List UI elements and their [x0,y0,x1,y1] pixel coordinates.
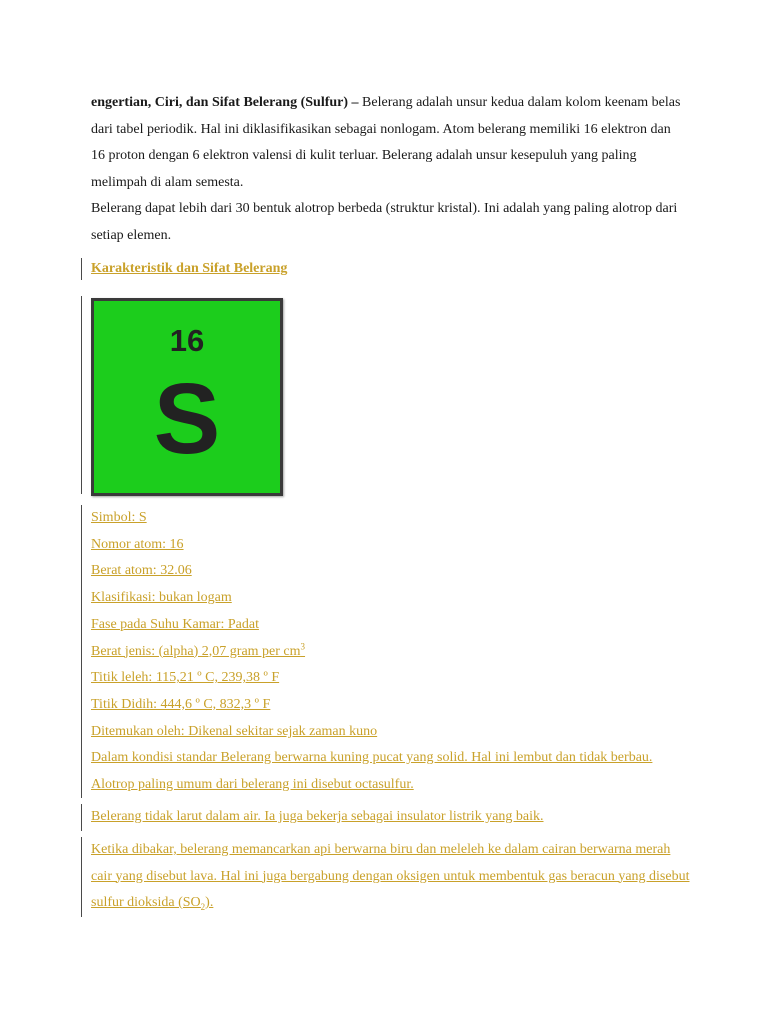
fact-melting-point[interactable]: Titik leleh: 115,21 º C, 239,38 º F [91,670,280,686]
paragraph-water [81,804,691,831]
fact-discovered[interactable]: Ditemukan oleh: Dikenal sekitar sejak zaman kuno [91,723,378,739]
fact-density-text: Berat jenis: (alpha) 2,07 gram per cm [91,643,301,659]
link-burning[interactable] [91,842,689,910]
intro-dash: – [348,95,363,110]
fact-density[interactable] [91,640,306,659]
fact-symbol[interactable]: Simbol: S [91,510,147,525]
fact-atomic-number[interactable]: Nomor atom: 16 [91,536,184,552]
fact-boiling-point[interactable]: Titik Didih: 444,6 º C, 832,3 º F [91,696,271,712]
burning-sub: 2 [200,901,206,912]
link-water[interactable]: Belerang tidak larut dalam air. Ia juga bekerja sebagai insulator listrik yang baik. [91,809,544,824]
fact-classification[interactable]: Klasifikasi: bukan logam [91,590,232,606]
intro-title: engertian, Ciri, dan Sifat Belerang (Sulfur) [91,95,349,110]
intro-text [91,90,681,249]
burning-text: Ketika dibakar, belerang memancarkan api berwarna biru dan meleleh ke dalam cairan berwarna merah cair yang disebut lava. Hal ini juga bergabung dengan oksigen untuk membentuk gas beracun yang disebut sulfur dioksida (SO [91,842,690,910]
sulfur-element-tile [91,298,283,496]
fact-atomic-weight[interactable]: Berat atom: 32.06 [91,563,192,579]
burning-suffix: ). [205,895,214,910]
facts-list [81,505,377,745]
paragraph-standard-conditions [81,745,691,798]
image-margin-bar [81,296,82,494]
link-standard-conditions[interactable]: Dalam kondisi standar Belerang berwarna kuning pucat yang solid. Hal ini lembut dan tidak berbau. Alotrop paling umum dari belerang ini disebut octasulfur. [91,750,653,792]
paragraph-burning [81,837,691,917]
fact-density-sup: 3 [300,640,306,651]
section-heading-link[interactable]: Karakteristik dan Sifat Belerang [91,261,288,276]
tile-symbol: S [153,363,221,475]
fact-phase[interactable]: Fase pada Suhu Kamar: Padat [91,616,259,632]
intro-paragraph-2: Belerang dapat lebih dari 30 bentuk alotrop berbeda (struktur kristal). Ini adalah yang paling alotrop dari setiap elemen. [91,201,678,243]
tile-atomic-number: 16 [169,323,205,358]
intro-paragraph-1: Belerang adalah unsur kedua dalam kolom keenam belas dari tabel periodik. Hal ini diklasifikasikan sebagai nonlogam. Atom belerang memiliki 16 elektron dan 16 proton dengan 6 elektron valensi di kulit terluar. Belerang adalah unsur kesepuluh yang paling melimpah di alam semesta. [91,95,681,190]
section-heading-block [81,258,287,280]
